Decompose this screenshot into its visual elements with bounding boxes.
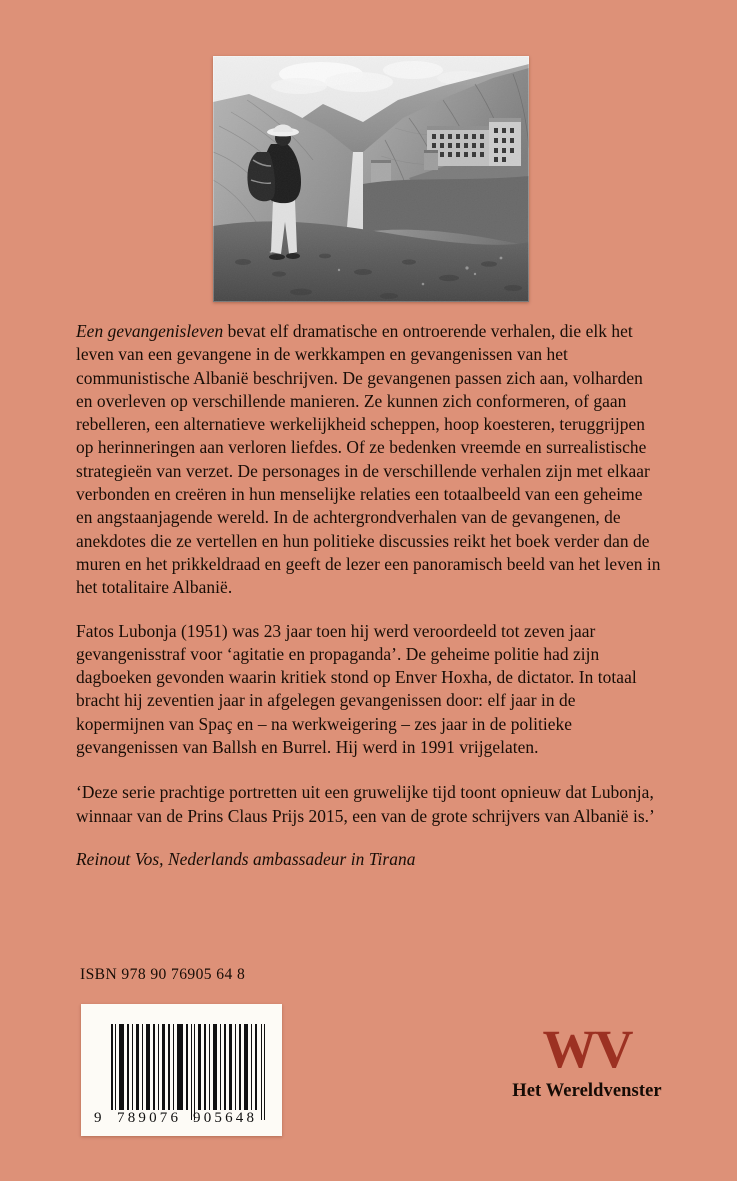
cover-photograph — [213, 56, 529, 302]
publisher-monogram-wv: WV — [542, 1019, 632, 1079]
review-quote: ‘Deze serie prachtige portretten uit een gruwelijke tijd toont opnieuw dat Lubonja, winnaar van de Prins Claus Prijs 2015, een van de grote schrijvers van Albanië is.’ — [76, 782, 655, 826]
isbn-barcode — [81, 1004, 282, 1136]
barcode-digits-mid: 789076 — [117, 1110, 182, 1126]
barcode-digits-right: 905648 — [193, 1110, 258, 1126]
blurb-paragraph-1 — [76, 320, 661, 600]
review-quote-block — [76, 781, 661, 871]
barcode-digit-left: 9 — [94, 1110, 102, 1126]
blurb-text-column — [76, 320, 661, 871]
review-attribution: Reinout Vos, Nederlands ambassadeur in Tirana — [76, 848, 416, 869]
book-title-mention: Een gevangenisleven — [76, 321, 224, 341]
photo-image — [213, 56, 529, 302]
blurb-paragraph-1-rest: bevat elf dramatische en ontroerende verhalen, die elk het leven van een gevangene in de werkkampen en gevangenissen van het communistische Albanië beschrijven. De gevangenen passen zich aan, volharden en overleven op verschillende manieren. Ze kunnen zich conformeren, of gaan rebelleren, een alternatieve werkelijkheid scheppen, hoop koesteren, teruggrijpen op herinneringen aan verloren liefdes. Of ze bedenken vreemde en surrealistische strategieën van verzet. De personages in de verschillende verhalen zijn met elkaar verbonden en creëren in hun menselijke relaties een totaalbeeld van een geheime en angstaanjagende wereld. In de achtergrondverhalen van de gevangenen, de anekdotes die ze vertellen en hun politieke discussies reikt het boek verder dan de muren en het prikkeldraad en geeft de lezer een panoramisch beeld van het leven in het totalitaire Albanië. — [76, 321, 661, 598]
publisher-logo — [476, 1021, 698, 1102]
blurb-paragraph-2-author-bio: Fatos Lubonja (1951) was 23 jaar toen hij werd veroordeeld tot zeven jaar gevangenisstraf voor ‘agitatie en propaganda’. De geheime politie had zijn dagboeken gevonden waarin kritiek stond op Enver Hoxha, de dictator. In totaal bracht hij zeventien jaar in afgelegen gevangenissen door: elf jaar in de kopermijnen van Spaç en – na werkweigering – zes jaar in de politieke gevangenissen van Ballsh en Burrel. Hij werd in 1991 vrijgelaten. — [76, 620, 637, 758]
isbn-text: ISBN 978 90 76905 64 8 — [80, 966, 246, 983]
publisher-name: Het Wereldvenster — [512, 1081, 662, 1101]
